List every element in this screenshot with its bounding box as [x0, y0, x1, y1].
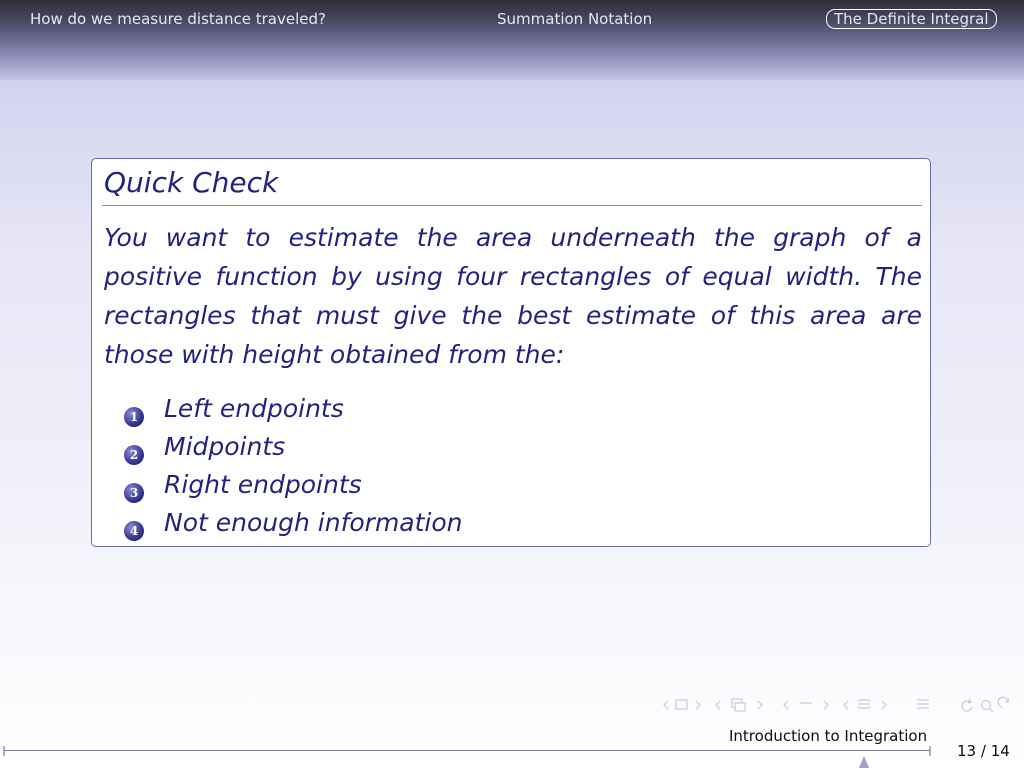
enumerate-ball-icon: 1: [124, 407, 144, 427]
nav-section-distance[interactable]: How do we measure distance traveled?: [30, 10, 326, 28]
page-total: 14: [990, 742, 1010, 760]
search-nav-icon[interactable]: [958, 695, 1020, 715]
page-current: 13: [957, 742, 977, 760]
frame-nav-icon[interactable]: [662, 695, 706, 715]
option-label: Left endpoints: [164, 394, 344, 423]
footer-progress-line: [4, 750, 930, 751]
document-icon[interactable]: [842, 695, 890, 715]
appendix-icon[interactable]: [912, 695, 936, 715]
section-nav-icon[interactable]: [782, 695, 830, 715]
nav-section-summation[interactable]: Summation Notation: [497, 10, 653, 28]
footer-short-title: Introduction to Integration: [729, 727, 928, 745]
option-label: Not enough information: [164, 508, 463, 537]
enumerate-ball-icon: 4: [124, 521, 144, 541]
slide-position-marker-icon: [856, 754, 872, 768]
nav-section-definite-integral[interactable]: The Definite Integral: [826, 9, 997, 29]
frame-prev-icon[interactable]: [662, 695, 706, 715]
enumerate-ball-icon: 2: [124, 445, 144, 465]
subsection-icon[interactable]: [714, 695, 770, 715]
header-navigation-bar: [0, 0, 1024, 80]
document-nav-icon[interactable]: [842, 695, 890, 715]
option-label: Right endpoints: [164, 470, 362, 499]
footer-right-marker-icon: [924, 744, 936, 756]
question-text: You want to estimate the area underneath the graph of a positive function by using four rectangles of equal width. The rectangles that must give the best estimate of this area are those with height obtained from the:: [104, 223, 922, 369]
footer-left-marker-icon: [0, 744, 12, 756]
subsection-nav-icon[interactable]: [714, 695, 770, 715]
block-title: Quick Check: [104, 166, 279, 199]
page-separator: /: [980, 742, 986, 760]
page-counter: [957, 742, 1010, 760]
enumerate-ball-icon: 3: [124, 483, 144, 503]
section-icon[interactable]: [782, 695, 830, 715]
block-title-divider: [102, 205, 922, 206]
back-forward-search-icon[interactable]: [958, 695, 1020, 715]
appendix-nav-icon[interactable]: [912, 695, 936, 715]
quick-check-block: [91, 158, 931, 547]
option-label: Midpoints: [164, 432, 286, 461]
